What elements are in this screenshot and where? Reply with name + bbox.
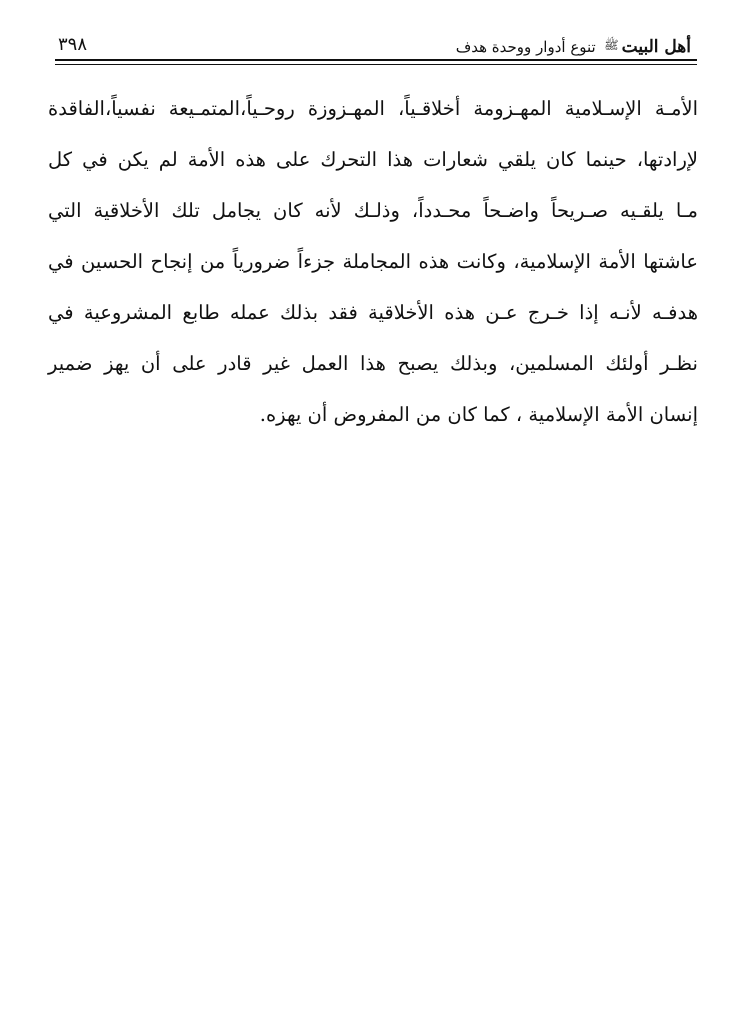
text-line-6: نظـر أولئك المسلمين، وبذلك يصبح هذا العمل غير قادر على أن يهز ضمير [48,352,698,375]
text-line-5: هدفـه لأنـه إذا خـرج عـن هذه الأخلاقية فقد بذلك عمله طابع المشروعية في [48,301,698,324]
text-line-4: عاشتها الأمة الإسلامية، وكانت هذه المجاملة جزءاً ضرورياً من إنجاح الحسين في [48,250,698,273]
running-header [50,28,697,58]
text-line-3: مـا يلقـيه صـريحاً واضـحاً محـدداً، وذلـك لأنه كان يجامل تلك الأخلاقية التي [48,199,698,222]
text-line-1: الأمـة الإسـلامية المهـزومة أخلاقـياً، المهـزوزة روحـياً،المتمـيعة نفسياً،الفاقدة [48,97,698,120]
text-line-7: إنسان الأمة الإسلامية ، كما كان من المفروض أن يهزه. [259,403,698,426]
title-subtitle: تنوع أدوار ووحدة هدف [455,38,596,56]
running-title [456,34,691,58]
page-number: ٣٩٨ [58,34,88,55]
text-line-2: لإرادتها، حينما كان يلقي شعارات هذا التحرك على هذه الأمة لم يكن في كل [48,148,698,171]
header-rule-thin [55,64,697,65]
body-paragraph [48,86,698,443]
honorific-mark: ﷺ [604,38,619,52]
title-bold: أهل البيت [621,37,691,57]
header-rule-thick [55,59,697,61]
